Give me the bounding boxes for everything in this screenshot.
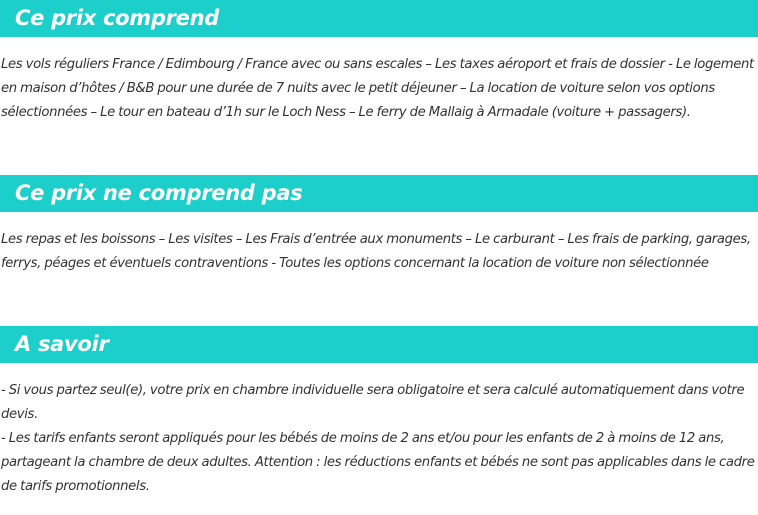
section-header-not-included [0, 175, 758, 212]
section-header-good-to-know [0, 326, 758, 363]
good-to-know-paragraph-child-rates: - Les tarifs enfants seront appliqués pour les bébés de moins de 2 ans et/ou pour les enfants de 2 à moins de 12 ans, partageant la chambre de deux adultes. Attention : les réductions enfants et bébés ne sont pas applicables dans le cadre de tarifs promotionnels. [1, 431, 755, 494]
section-title-included: Ce prix comprend [15, 6, 219, 30]
section-header-included [0, 0, 758, 37]
section-title-good-to-know: A savoir [15, 332, 109, 356]
included-paragraph: Les vols réguliers France / Edimbourg / France avec ou sans escales – Les taxes aéroport et frais de dossier - Le logement en maison d’hôtes / B&B pour une durée de 7 nuits avec le petit déjeuner – La location de voiture selon vos options sélectionnées – Le tour en bateau d’1h sur le Loch Ness – Le ferry de Mallaig à Armadale (voiture + passagers). [1, 57, 754, 120]
section-body-included [1, 53, 758, 125]
section-body-good-to-know [1, 379, 758, 499]
not-included-paragraph: Les repas et les boissons – Les visites – Les Frais d’entrée aux monuments – Le carburant – Les frais de parking, garages, ferrys, péages et éventuels contraventions - Toutes les options concernant la location de voiture non sélectionnée [1, 232, 751, 271]
section-title-not-included: Ce prix ne comprend pas [15, 181, 303, 205]
good-to-know-paragraph-single-traveler: - Si vous partez seul(e), votre prix en chambre individuelle sera obligatoire et sera calculé automatiquement dans votre devis. [1, 383, 745, 422]
section-body-not-included [1, 228, 758, 276]
